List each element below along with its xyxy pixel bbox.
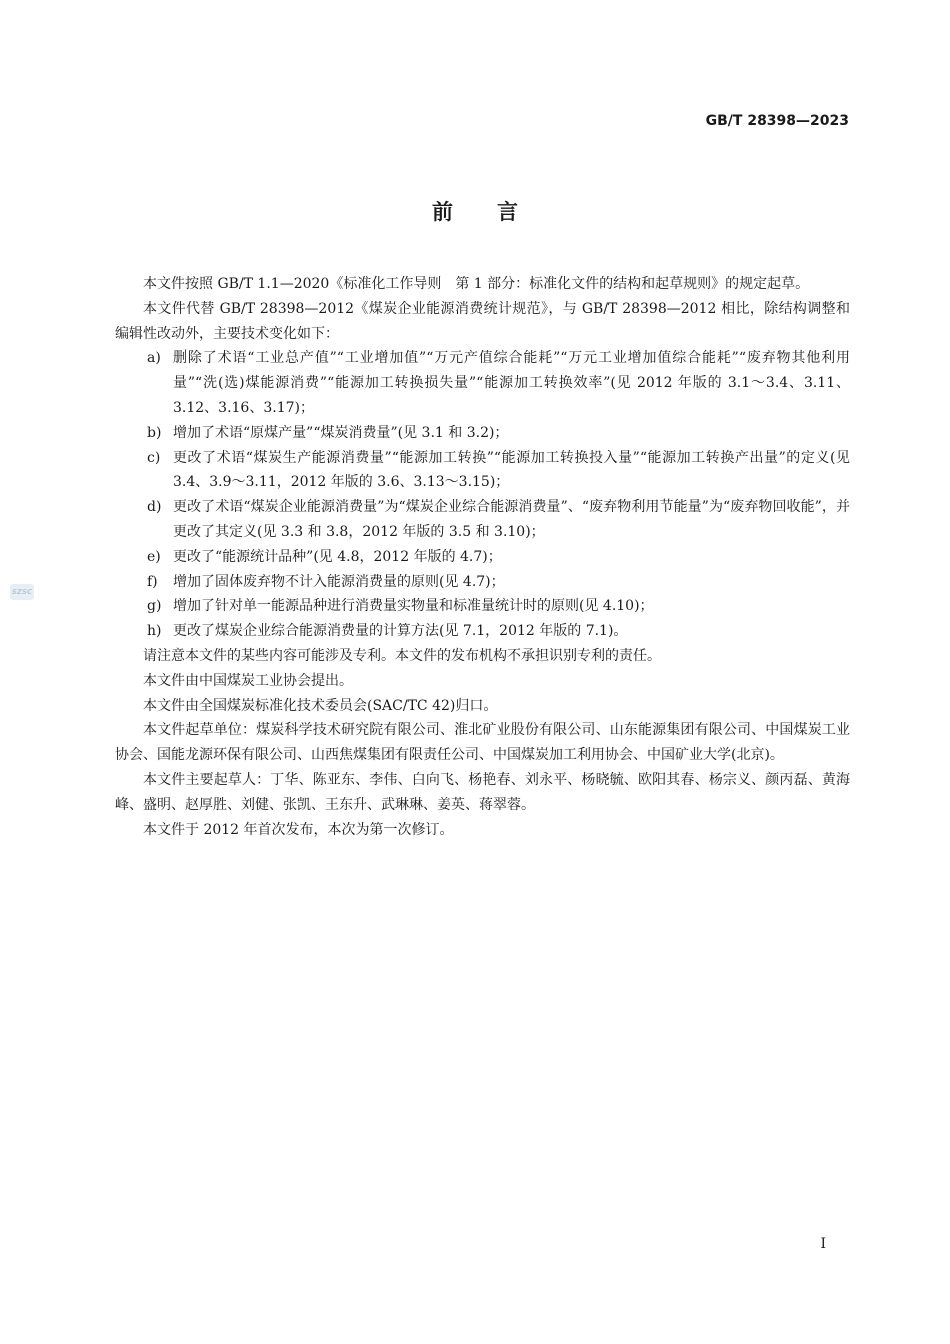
item-mark: f) (147, 573, 158, 590)
item-text: 更改了术语“煤炭生产能源消费量”“能源加工转换”“能源加工转换投入量”“能源加工转换产出量”的定义(见 3.4、3.9～3.11，2012 年版的 3.6、3.13～3.15)； (173, 449, 850, 491)
change-item-g (115, 594, 850, 619)
page-title (0, 196, 950, 226)
item-text: 增加了固体废弃物不计入能源消费量的原则(见 4.7)； (173, 573, 505, 590)
change-item-d (115, 495, 850, 545)
item-text: 更改了“能源统计品种”(见 4.8，2012 年版的 4.7)； (173, 548, 502, 565)
paragraph-replaces: 本文件代替 GB/T 28398—2012《煤炭企业能源消费统计规范》，与 GB/T 28398—2012 相比，除结构调整和编辑性改动外，主要技术变化如下： (115, 300, 850, 342)
item-mark: c) (147, 449, 161, 466)
change-item-f (115, 570, 850, 595)
title-char-2: 言 (497, 200, 518, 224)
change-item-b (115, 421, 850, 446)
foreword-body (115, 272, 850, 842)
standard-code: GB/T 28398—2023 (705, 113, 849, 129)
change-item-e (115, 545, 850, 570)
change-item-a (115, 346, 850, 420)
item-mark: d) (147, 499, 162, 516)
item-mark: g) (147, 598, 162, 615)
item-mark: h) (147, 623, 162, 640)
item-text: 删除了术语“工业总产值”“工业增加值”“万元产值综合能耗”“万元工业增加值综合能耗”“废弃物其他利用量”“洗(选)煤能源消费”“能源加工转换损失量”“能源加工转换效率”(见 2012 年版的 3.1～3.4、3.11、3.12、3.16、3.17)； (173, 350, 850, 416)
paragraph-drafting-rules: 本文件按照 GB/T 1.1—2020《标准化工作导则 第 1 部分：标准化文件的结构和起草规则》的规定起草。 (143, 276, 810, 292)
item-mark: b) (147, 424, 162, 441)
title-char-1: 前 (432, 200, 453, 224)
watermark-logo: SZSC (10, 584, 34, 600)
paragraph-drafting-units: 本文件起草单位：煤炭科学技术研究院有限公司、淮北矿业股份有限公司、山东能源集团有限公司、中国煤炭工业协会、国能龙源环保有限公司、山西焦煤集团有限责任公司、中国煤炭加工利用协会、中国矿业大学(北京)。 (115, 722, 850, 764)
paragraph-committee: 本文件由全国煤炭标准化技术委员会(SAC/TC 42)归口。 (143, 697, 498, 714)
item-text: 更改了煤炭企业综合能源消费量的计算方法(见 7.1，2012 年版的 7.1)。 (173, 623, 628, 640)
item-mark: e) (147, 548, 161, 565)
item-text: 增加了术语“原煤产量”“煤炭消费量”(见 3.1 和 3.2)； (173, 424, 509, 441)
item-mark: a) (147, 350, 161, 367)
item-text: 增加了针对单一能源品种进行消费量实物量和标准量统计时的原则(见 4.10)； (173, 598, 654, 615)
paragraph-patent-notice: 请注意本文件的某些内容可能涉及专利。本文件的发布机构不承担识别专利的责任。 (143, 647, 661, 664)
paragraph-drafters: 本文件主要起草人：丁华、陈亚东、李伟、白向飞、杨艳春、刘永平、杨晓毓、欧阳其春、杨宗义、颜丙磊、黄海峰、盛明、赵厚胜、刘健、张凯、王东升、武琳琳、姜英、蒋翠蓉。 (115, 771, 850, 813)
item-text: 更改了术语“煤炭企业能源消费量”为“煤炭企业综合能源消费量”、“废弃物利用节能量”为“废弃物回收能”，并更改了其定义(见 3.3 和 3.8，2012 年版的 3.5 和 3.10)； (173, 499, 850, 540)
page-number: I (820, 1236, 826, 1252)
change-item-c (115, 446, 850, 496)
paragraph-proposed-by: 本文件由中国煤炭工业协会提出。 (143, 672, 353, 689)
change-item-h (115, 619, 850, 644)
paragraph-history: 本文件于 2012 年首次发布，本次为第一次修订。 (143, 821, 454, 838)
